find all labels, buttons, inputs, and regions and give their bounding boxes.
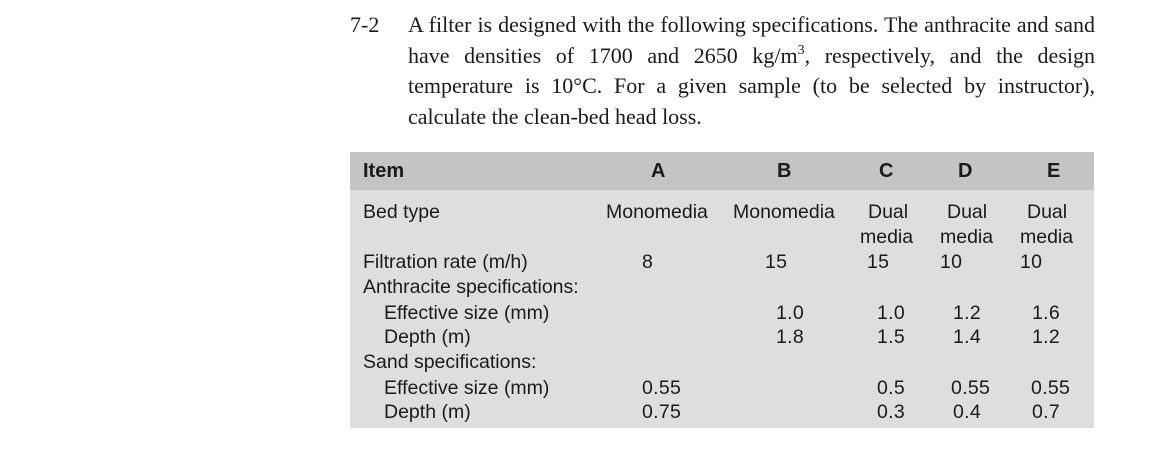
cell-bed-type-c-line1: Dual [868,201,909,223]
cell-filtration-rate-e: 10 [1020,251,1043,273]
header-b: B [777,160,792,182]
cell-sand-depth-e: 0.7 [1032,401,1061,423]
header-c: C [879,160,894,182]
cell-sand-effective-c: 0.5 [877,377,906,399]
cell-bed-type-d-line2: media [940,226,994,248]
cell-bed-type-c-line2: media [860,226,914,248]
cell-filtration-rate-b: 15 [765,251,788,273]
row-label-anthracite-effective-size: Effective size (mm) [384,302,550,324]
row-label-sand-depth: Depth (m) [384,401,471,423]
cell-anthracite-depth-d: 1.4 [953,326,982,348]
superscript-exponent: 3 [797,42,805,58]
cell-sand-depth-c: 0.3 [877,401,906,423]
row-label-anthracite: Anthracite specifications: [363,276,579,298]
problem-statement [350,10,1095,132]
cell-anthracite-effective-c: 1.0 [877,302,906,324]
cell-filtration-rate-a: 8 [642,251,654,273]
cell-anthracite-depth-b: 1.8 [776,326,805,348]
header-a: A [651,160,666,182]
cell-bed-type-e-line1: Dual [1027,201,1068,223]
cell-sand-effective-e: 0.55 [1031,377,1071,399]
cell-sand-depth-d: 0.4 [953,401,982,423]
cell-anthracite-effective-d: 1.2 [953,302,982,324]
filter-spec-table [350,152,1094,428]
cell-anthracite-depth-c: 1.5 [877,326,906,348]
row-label-sand-effective-size: Effective size (mm) [384,377,550,399]
header-item: Item [363,160,405,182]
row-label-filtration-rate: Filtration rate (m/h) [363,251,528,273]
cell-sand-effective-d: 0.55 [951,377,991,399]
cell-sand-depth-a: 0.75 [642,401,682,423]
cell-bed-type-b: Monomedia [733,201,835,223]
cell-anthracite-effective-b: 1.0 [776,302,805,324]
cell-bed-type-e-line2: media [1020,226,1074,248]
row-label-bed-type: Bed type [363,201,440,223]
header-d: D [958,160,973,182]
cell-filtration-rate-d: 10 [940,251,963,273]
problem-number: 7-2 [350,12,380,37]
cell-filtration-rate-c: 15 [867,251,890,273]
cell-bed-type-a: Monomedia [606,201,708,223]
cell-anthracite-effective-e: 1.6 [1032,302,1061,324]
cell-anthracite-depth-e: 1.2 [1032,326,1061,348]
problem-text-part-1: A filter is designed with the following specifications. The anthracite and sand have densities of 1700 and 2650 kg/m [408,12,1095,68]
problem-text [408,10,1095,132]
problem-text-part-2: , respectively, and the design temperature is 10°C. For a given sample (to be selected by instructor), calculate the clean-bed head loss. [408,42,1096,129]
cell-sand-effective-a: 0.55 [642,377,682,399]
cell-bed-type-d-line1: Dual [947,201,988,223]
row-label-sand: Sand specifications: [363,351,537,373]
row-label-anthracite-depth: Depth (m) [384,326,471,348]
table-header-row [350,152,1094,190]
header-e: E [1047,160,1061,182]
